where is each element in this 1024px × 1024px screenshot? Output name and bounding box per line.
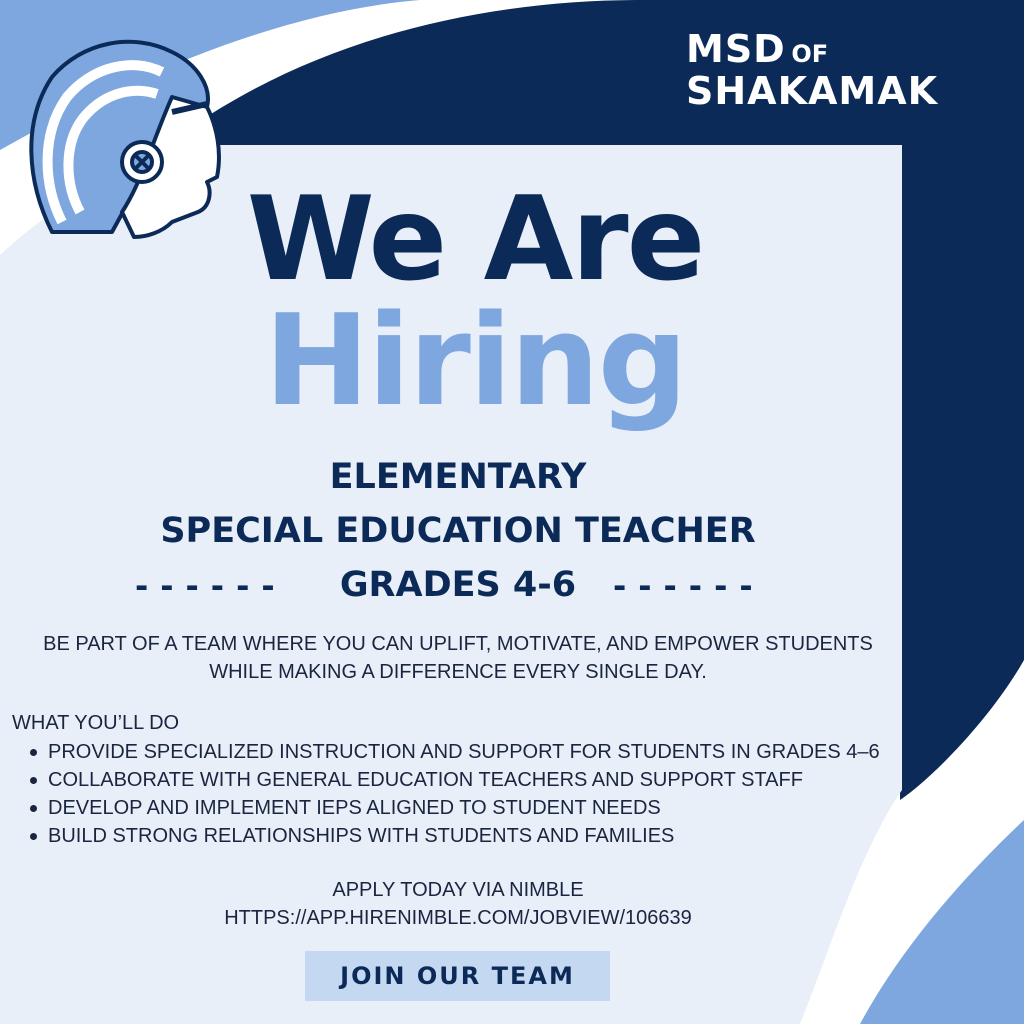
list-item: PROVIDE SPECIALIZED INSTRUCTION AND SUPPORT FOR STUDENTS IN GRADES 4–6 [24,738,880,766]
intro-line-2: WHILE MAKING A DIFFERENCE EVERY SINGLE DAY. [209,661,707,683]
brand-line-1: MSD [686,27,786,71]
headline-we-are: We Are [246,172,704,307]
brand-line-2: SHAKAMAK [686,69,939,113]
apply-text: APPLY TODAY VIA NIMBLE [332,879,584,901]
brand-of: OF [791,40,829,68]
apply-info [0,876,916,932]
dash-divider-left: ------ [132,567,284,605]
position-title: SPECIAL EDUCATION TEACHER [160,511,756,551]
dash-divider-right: ------ [610,567,762,605]
position-grades: GRADES 4-6 [339,565,577,605]
duties-list [24,738,880,850]
district-brand [686,27,939,113]
apply-url-link[interactable]: HTTPS://APP.HIRENIMBLE.COM/JOBVIEW/106639 [224,907,692,929]
list-item: DEVELOP AND IMPLEMENT IEPS ALIGNED TO STUDENT NEEDS [24,794,880,822]
list-item: BUILD STRONG RELATIONSHIPS WITH STUDENTS AND FAMILIES [24,822,880,850]
position-level: ELEMENTARY [329,457,587,497]
intro-line-1: BE PART OF A TEAM WHERE YOU CAN UPLIFT, MOTIVATE, AND EMPOWER STUDENTS [43,633,873,655]
list-item: COLLABORATE WITH GENERAL EDUCATION TEACHERS AND SUPPORT STAFF [24,766,880,794]
intro-text [20,630,896,686]
join-our-team-button[interactable]: JOIN OUR TEAM [305,951,610,1001]
duties-heading: WHAT YOU’LL DO [12,712,180,734]
headline-hiring: Hiring [264,287,686,434]
